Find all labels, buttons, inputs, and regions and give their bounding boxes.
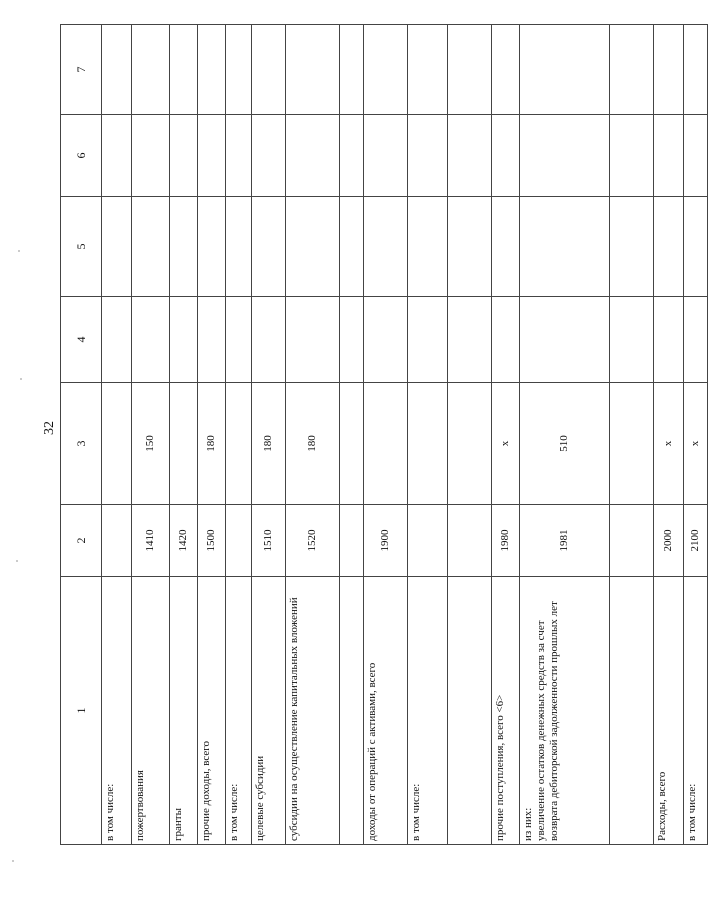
table-row [520, 25, 610, 845]
row-code [610, 505, 654, 577]
cell-col-7 [364, 25, 408, 115]
table-row [364, 25, 408, 845]
cell-col-6 [492, 115, 520, 197]
cell-col-7 [198, 25, 226, 115]
cell-col-3: 510 [520, 383, 610, 505]
cell-col-6 [340, 115, 364, 197]
cell-col-6 [132, 115, 170, 197]
cell-col-5 [684, 197, 708, 297]
cell-col-3 [408, 383, 448, 505]
row-code: 1981 [520, 505, 610, 577]
cell-col-4 [226, 297, 252, 383]
cell-col-7 [170, 25, 198, 115]
row-code: 1900 [364, 505, 408, 577]
row-label: гранты [170, 577, 198, 845]
cell-col-4 [610, 297, 654, 383]
table-row [286, 25, 340, 845]
row-label [610, 577, 654, 845]
cell-col-6 [102, 115, 132, 197]
row-code [226, 505, 252, 577]
cell-col-7 [654, 25, 684, 115]
cell-col-4 [408, 297, 448, 383]
cell-col-3 [102, 383, 132, 505]
cell-col-6 [226, 115, 252, 197]
cell-col-3 [340, 383, 364, 505]
cell-col-6 [286, 115, 340, 197]
scan-mark [18, 250, 20, 252]
cell-col-5 [492, 197, 520, 297]
cell-col-4 [654, 297, 684, 383]
cell-col-4 [520, 297, 610, 383]
cell-col-3: 150 [132, 383, 170, 505]
cell-col-5 [132, 197, 170, 297]
cell-col-7 [448, 25, 492, 115]
row-label: в том числе: [684, 577, 708, 845]
row-code: 1500 [198, 505, 226, 577]
table-row [684, 25, 708, 845]
table-row [252, 25, 286, 845]
column-header-5: 5 [61, 197, 102, 297]
row-code [340, 505, 364, 577]
cell-col-6 [610, 115, 654, 197]
cell-col-5 [520, 197, 610, 297]
row-label [340, 577, 364, 845]
scan-mark [12, 860, 14, 862]
row-code: 2100 [684, 505, 708, 577]
cell-col-4 [684, 297, 708, 383]
cell-col-5 [408, 197, 448, 297]
cell-col-4 [286, 297, 340, 383]
scan-mark [20, 378, 22, 380]
row-label: Расходы, всего [654, 577, 684, 845]
cell-col-3: 180 [286, 383, 340, 505]
cell-col-4 [132, 297, 170, 383]
cell-col-7 [408, 25, 448, 115]
cell-col-3: 180 [198, 383, 226, 505]
cell-col-3: x [684, 383, 708, 505]
column-header-2: 2 [61, 505, 102, 577]
table-row [654, 25, 684, 845]
cell-col-5 [610, 197, 654, 297]
cell-col-7 [492, 25, 520, 115]
budget-table [60, 24, 708, 845]
cell-col-5 [226, 197, 252, 297]
row-label: в том числе: [408, 577, 448, 845]
cell-col-3: x [492, 383, 520, 505]
row-label: пожертвования [132, 577, 170, 845]
cell-col-6 [198, 115, 226, 197]
row-label: прочие доходы, всего [198, 577, 226, 845]
table-row [226, 25, 252, 845]
cell-col-4 [170, 297, 198, 383]
row-label: из них: увеличение остатков денежных средств за счет возврата дебиторской задолженности прошлых лет [520, 577, 610, 845]
cell-col-7 [286, 25, 340, 115]
table-row [492, 25, 520, 845]
cell-col-6 [364, 115, 408, 197]
cell-col-4 [198, 297, 226, 383]
row-code: 2000 [654, 505, 684, 577]
column-header-1: 1 [61, 577, 102, 845]
cell-col-4 [448, 297, 492, 383]
table-row [170, 25, 198, 845]
cell-col-5 [364, 197, 408, 297]
cell-col-5 [198, 197, 226, 297]
cell-col-6 [170, 115, 198, 197]
cell-col-5 [654, 197, 684, 297]
row-label: в том числе: [226, 577, 252, 845]
cell-col-3 [610, 383, 654, 505]
cell-col-7 [132, 25, 170, 115]
row-code: 1410 [132, 505, 170, 577]
cell-col-4 [492, 297, 520, 383]
cell-col-7 [226, 25, 252, 115]
cell-col-6 [520, 115, 610, 197]
row-label: прочие поступления, всего <6> [492, 577, 520, 845]
cell-col-6 [654, 115, 684, 197]
cell-col-3 [448, 383, 492, 505]
table-row [408, 25, 448, 845]
row-code: 1510 [252, 505, 286, 577]
cell-col-6 [448, 115, 492, 197]
row-code: 1520 [286, 505, 340, 577]
cell-col-4 [102, 297, 132, 383]
cell-col-3: 180 [252, 383, 286, 505]
cell-col-7 [252, 25, 286, 115]
cell-col-6 [408, 115, 448, 197]
cell-col-4 [252, 297, 286, 383]
row-code [102, 505, 132, 577]
row-code: 1980 [492, 505, 520, 577]
cell-col-5 [102, 197, 132, 297]
cell-col-7 [610, 25, 654, 115]
rotated-table-container [60, 25, 701, 845]
row-label: в том числе: [102, 577, 132, 845]
row-code [408, 505, 448, 577]
cell-col-4 [364, 297, 408, 383]
column-header-7: 7 [61, 25, 102, 115]
row-code [448, 505, 492, 577]
cell-col-5 [340, 197, 364, 297]
table-body [102, 25, 708, 845]
cell-col-3 [364, 383, 408, 505]
row-label: доходы от операций с активами, всего [364, 577, 408, 845]
row-label [448, 577, 492, 845]
cell-col-5 [448, 197, 492, 297]
column-header-3: 3 [61, 383, 102, 505]
cell-col-5 [170, 197, 198, 297]
cell-col-7 [102, 25, 132, 115]
column-header-4: 4 [61, 297, 102, 383]
row-label: целевые субсидии [252, 577, 286, 845]
cell-col-7 [340, 25, 364, 115]
row-code: 1420 [170, 505, 198, 577]
cell-col-3 [226, 383, 252, 505]
table-header-row [61, 25, 102, 845]
cell-col-7 [520, 25, 610, 115]
cell-col-5 [252, 197, 286, 297]
cell-col-3 [170, 383, 198, 505]
cell-col-4 [340, 297, 364, 383]
page-number: 32 [42, 421, 57, 435]
table-row [610, 25, 654, 845]
row-label: субсидии на осуществление капитальных вложений [286, 577, 340, 845]
cell-col-3: x [654, 383, 684, 505]
cell-col-6 [684, 115, 708, 197]
cell-col-7 [684, 25, 708, 115]
table-row [340, 25, 364, 845]
table-row [448, 25, 492, 845]
table-row [132, 25, 170, 845]
cell-col-5 [286, 197, 340, 297]
column-header-6: 6 [61, 115, 102, 197]
scan-mark [16, 560, 18, 562]
table-row [102, 25, 132, 845]
table-row [198, 25, 226, 845]
cell-col-6 [252, 115, 286, 197]
